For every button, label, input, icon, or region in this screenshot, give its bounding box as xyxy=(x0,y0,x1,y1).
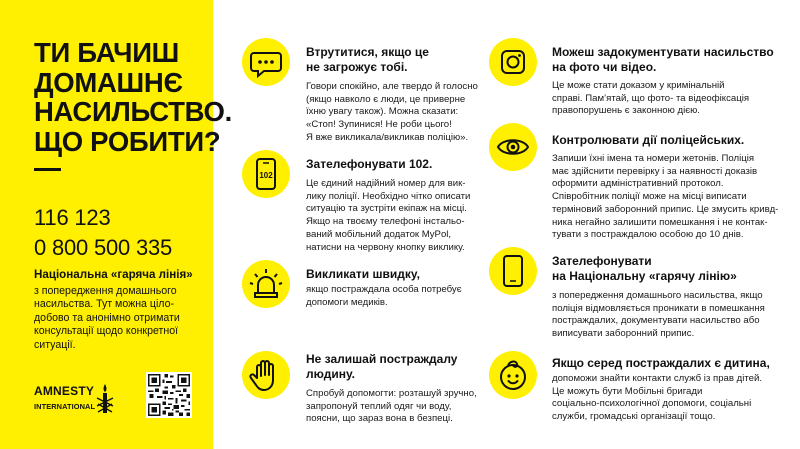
body-line: якщо постраждала особа потребує xyxy=(306,284,462,295)
body-line: постраждалих, документувати насильство або xyxy=(552,315,760,327)
body-line: правопорушень є законною дією. xyxy=(552,105,700,117)
camera-icon xyxy=(489,38,537,86)
title-line: Викликати швидку, xyxy=(306,267,420,281)
phone-number-hotline: 0 800 500 335 xyxy=(34,235,173,260)
body-line: терміновий заборонний припис. Це змусить кривд- xyxy=(552,203,779,215)
item-title xyxy=(552,45,774,75)
item-body xyxy=(306,81,478,145)
body-line: виписувати заборонний припис. xyxy=(552,328,695,340)
item-title xyxy=(306,352,457,382)
body-line: ника негайно залишити помешкання і не контак- xyxy=(552,216,768,228)
title-line: Втрутитися, якщо це xyxy=(306,45,429,59)
item-body xyxy=(552,290,765,341)
body-line: запропонуй теплий одяг чи воду, xyxy=(306,400,452,412)
body-line: «Стоп! Зупинися! Не роби цього! xyxy=(306,119,452,131)
phone-102-icon xyxy=(242,150,290,198)
body-line: ситуацію та зустріти екіпаж на місці. xyxy=(306,203,467,215)
left-panel xyxy=(0,0,232,449)
item-body xyxy=(552,373,762,424)
hotline-desc-line: ситуації. xyxy=(34,338,76,351)
child-face-icon xyxy=(489,351,537,399)
item-body xyxy=(306,178,470,254)
logo-word-amnesty: AMNESTY xyxy=(34,384,95,398)
title-line: Якщо серед постраждалих є дитина, xyxy=(552,356,770,370)
body-line: допоможи знайти контакти служб із прав дітей. xyxy=(552,373,763,384)
headline-line: ДОМАШНЄ xyxy=(34,66,183,98)
eye-icon xyxy=(489,123,537,171)
body-line: Це єдиний надійний номер для вик- xyxy=(306,178,466,189)
item-body xyxy=(306,388,477,426)
item-body xyxy=(552,153,778,242)
body-line: Це можуть бути Мобільні бригади xyxy=(552,385,703,397)
item-title xyxy=(552,254,737,284)
title-line: не загрожує тобі. xyxy=(306,60,408,74)
title-line: на фото чи відео. xyxy=(552,60,657,74)
smartphone-icon xyxy=(489,247,537,295)
hotline-title: Національна «гаряча лінія» xyxy=(34,268,193,281)
body-line: їхню увагу також). Можна сказати: xyxy=(306,106,459,118)
amnesty-logo xyxy=(34,380,134,418)
hotline-desc-line: з попередження домашнього xyxy=(34,285,177,297)
hotline-desc-line: насильства. Тут можна ціло- xyxy=(34,298,175,311)
body-line: (якщо навколо є люди, це приверне xyxy=(306,93,466,105)
title-line: Не залишай постраждалу xyxy=(306,352,458,366)
item-title xyxy=(306,267,420,282)
body-line: Запиши їхні імена та номери жетонів. Поліція xyxy=(552,153,755,164)
title-line: людину. xyxy=(306,367,355,381)
body-line: ваний мобільний додаток MyPol, xyxy=(306,228,452,240)
headline-line: НАСИЛЬСТВО. xyxy=(34,96,232,127)
hand-icon xyxy=(242,351,290,399)
body-line: поліція відмовляється проникати в помешкання xyxy=(552,302,765,314)
headline-line: ТИ БАЧИШ xyxy=(34,37,180,68)
title-line: Контролювати дії поліцейських. xyxy=(552,133,745,147)
hotline-description xyxy=(34,285,204,352)
body-line: Співробітник поліції може на місці виписати xyxy=(552,191,747,203)
title-line: Можеш задокументувати насильство xyxy=(552,45,774,59)
logo-word-international: INTERNATIONAL xyxy=(34,402,96,411)
title-line: на Національну «гарячу лінію» xyxy=(552,269,737,283)
body-line: лику поліції. Необхідно чітко описати xyxy=(306,190,471,202)
body-line: Якщо на твоєму телефоні інстальо- xyxy=(306,216,465,228)
item-title xyxy=(306,157,432,172)
item-title xyxy=(306,45,429,75)
siren-icon xyxy=(242,260,290,308)
item-title xyxy=(552,356,770,371)
hotline-desc-line: консультації щодо конкретної xyxy=(34,325,179,338)
body-line: соціально-психологічної допомоги, соціальні xyxy=(552,398,752,410)
qr-code xyxy=(146,372,192,418)
body-line: Це може стати доказом у кримінальній xyxy=(552,80,725,91)
phone-102-label: 102 xyxy=(259,171,273,180)
title-line: Зателефонувати 102. xyxy=(306,157,433,171)
body-line: натисни на червону кнопку виклику. xyxy=(306,241,465,253)
body-line: тувати з постраждалою особою до 10 днів. xyxy=(552,229,744,241)
body-line: має здійснити перевірку і за наявності доказів xyxy=(552,165,758,177)
phone-number-short: 116 123 xyxy=(34,205,111,230)
item-body xyxy=(306,284,462,309)
speech-bubble-icon xyxy=(242,38,290,86)
hotline-desc-line: добово та анонімно отримати xyxy=(34,311,180,324)
headline xyxy=(34,37,232,157)
item-title xyxy=(552,133,744,148)
divider xyxy=(34,168,61,171)
body-line: Говори спокійно, але твердо й голосно xyxy=(306,81,478,92)
body-line: поясни, що зараз вона в безпеці. xyxy=(306,413,453,425)
item-body xyxy=(552,80,749,118)
body-line: оформити адміністративний протокол. xyxy=(552,178,724,190)
body-line: справі. Пам’ятай, що фото- та відеофіксація xyxy=(552,92,750,104)
body-line: допомоги медиків. xyxy=(306,296,388,308)
candle-barbed-wire-icon xyxy=(95,382,115,416)
body-line: Я вже викликала/викликав поліцію». xyxy=(306,131,469,143)
body-line: Спробуй допомогти: розташуй зручно, xyxy=(306,388,477,399)
body-line: служби, громадські організації тощо. xyxy=(552,411,716,423)
title-line: Зателефонувати xyxy=(552,254,652,268)
body-line: з попередження домашнього насильства, якщо xyxy=(552,290,763,301)
headline-line: ЩО РОБИТИ? xyxy=(34,125,221,157)
